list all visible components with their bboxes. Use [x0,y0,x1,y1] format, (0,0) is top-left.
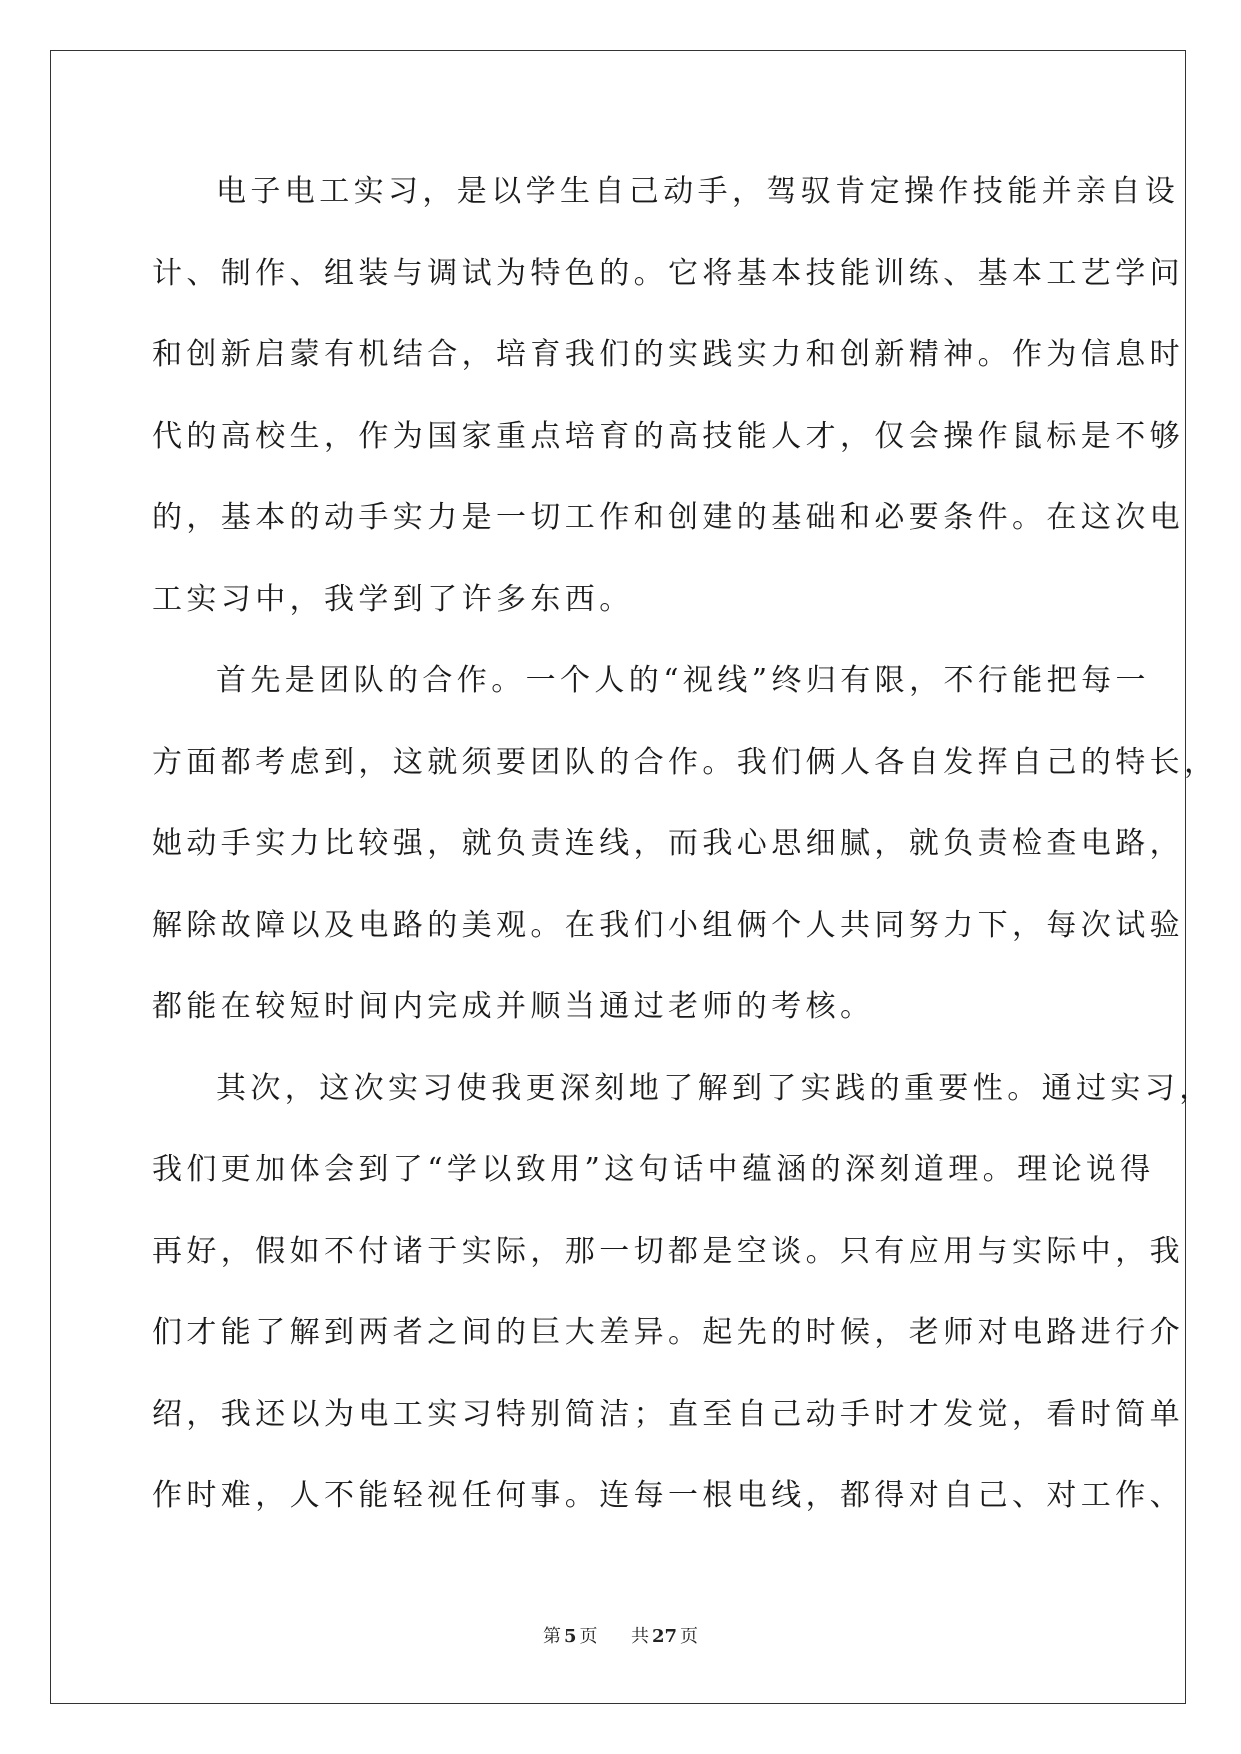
text-line: 解除故障以及电路的美观。在我们小组俩个人共同努力下，每次试验 [152,907,1184,943]
document-body [152,158,1219,1544]
text-line: 再好，假如不付诸于实际，那一切都是空谈。只有应用与实际中，我 [152,1233,1184,1269]
text-line: 代的高校生，作为国家重点培育的高技能人才，仅会操作鼠标是不够 [152,418,1184,454]
page-footer [0,1622,1241,1648]
page-suffix: 页 [579,1626,598,1647]
text-line: 我们更加体会到了“学以致用”这句话中蕴涵的深刻道理。理论说得 [152,1152,1155,1187]
text-line: 首先是团队的合作。一个人的“视线”终归有限，不行能把每一 [216,663,1150,698]
text-line: 其次，这次实习使我更深刻地了解到了实践的重要性。通过实习， [216,1070,1214,1106]
text-line: 电子电工实习，是以学生自己动手，驾驭肯定操作技能并亲自设 [216,174,1180,209]
page-number: 5 [563,1626,577,1647]
text-line: 工实习中，我学到了许多东西。 [152,581,634,617]
total-suffix: 页 [680,1626,699,1647]
page-prefix: 第 [542,1626,561,1647]
text-line: 计、制作、组装与调试为特色的。它将基本技能训练、基本工艺学问 [152,255,1184,291]
total-pages: 27 [651,1626,678,1647]
text-line: 们才能了解到两者之间的巨大差异。起先的时候，老师对电路进行介 [152,1315,1184,1350]
text-line: 和创新启蒙有机结合，培育我们的实践实力和创新精神。作为信息时 [152,337,1184,372]
text-line: 都能在较短时间内完成并顺当通过老师的考核。 [152,989,875,1024]
text-line: 绍，我还以为电工实习特别简洁；直至自己动手时才发觉，看时简单 [152,1396,1184,1432]
total-prefix: 共 [630,1626,649,1647]
text-line: 她动手实力比较强，就负责连线，而我心思细腻，就负责检查电路， [152,826,1184,861]
text-line: 方面都考虑到，这就须要团队的合作。我们俩人各自发挥自己的特长， [152,744,1219,780]
text-line: 的，基本的动手实力是一切工作和创建的基础和必要条件。在这次电 [152,500,1184,535]
text-line: 作时难，人不能轻视任何事。连每一根电线，都得对自己、对工作、 [152,1478,1184,1513]
